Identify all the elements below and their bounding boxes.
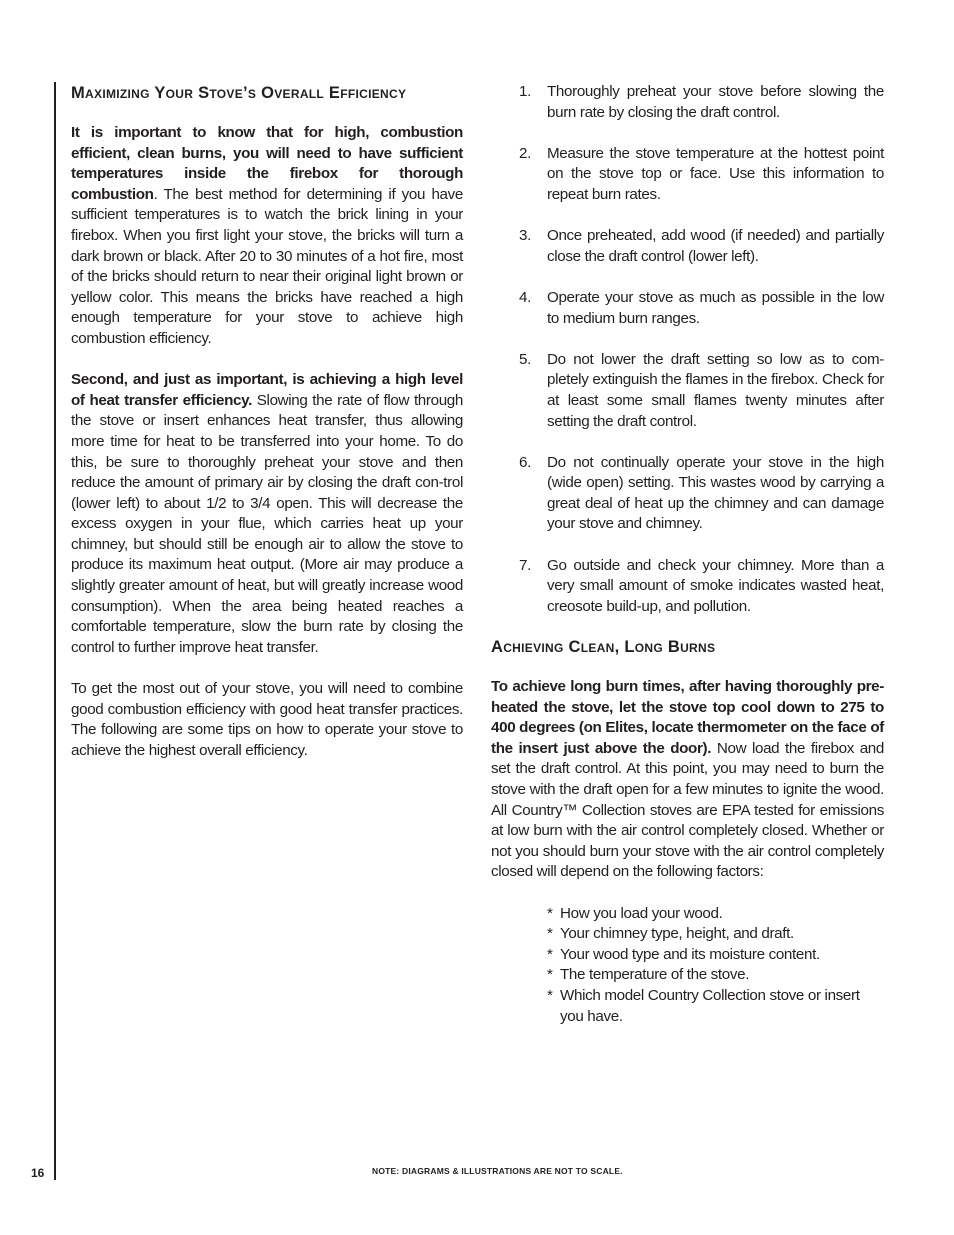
bullet-text: The temperature of the stove. [560, 966, 750, 984]
list-item-text: Measure the stove temperature at the hottest point on the stove top or face. Use this information to repeat burn rates. [547, 144, 884, 203]
paragraph-lead-bold: It is important to know that for high, combustion efficient, clean burns, you will need to have sufficient temperatures inside the firebox for thorough combustion [71, 124, 463, 203]
factors-list [491, 904, 884, 1028]
paragraph-lead-bold: Second, and just as important, is achieving a high level of heat transfer efficiency. [71, 371, 463, 409]
paragraph-lead-bold: To achieve long burn times, after having thoroughly pre-heated the stove, let the stove top cool down to 275 to 400 degrees (on Elites, locate thermometer on the face of the insert just above the door). [491, 678, 884, 757]
bullet-text: Which model Country Collection stove or insert you have. [560, 986, 860, 1025]
list-item-text: Once preheated, add wood (if needed) and partially close the draft control (lower left). [547, 227, 884, 265]
list-item [491, 82, 884, 123]
list-item-text: Do not continually operate your stove in the high (wide open) setting. This wastes wood by carrying a great deal of heat up the chimney and can damage your stove and chimney. [547, 453, 884, 533]
list-item-text: Do not lower the draft setting so low as to com-pletely extinguish the flames in the firebox. Check for at least some small flames twenty minutes after setting the draft control. [547, 350, 884, 430]
list-item [491, 453, 884, 535]
list-item-number: 6. [519, 453, 531, 471]
paragraph-tips-intro: To get the most out of your stove, you will need to combine good combustion efficiency with good heat transfer practices. The following are some tips on how to operate your stove to achieve the highest overall efficiency. [71, 680, 463, 759]
list-item-number: 7. [519, 556, 531, 574]
efficiency-tips-list [491, 82, 884, 617]
list-item-number: 3. [519, 227, 531, 245]
paragraph-body: . The best method for determining if you have sufficient temperatures is to watch the brick lining in your firebox. When you first light your stove, the bricks will turn a dark brown or black. After 20 to 30 minutes of a hot fire, most of the bricks should return to near their original light brown or yellow color. This means the bricks have reached a high enough temperature for your stove to achieve high combustion efficiency. [71, 185, 463, 347]
bullet-item [547, 904, 884, 925]
list-item-text: Go outside and check your chimney. More than a very small amount of smoke indicates wasted heat, creosote build-up, and pollution. [547, 556, 884, 615]
bullet-item [547, 965, 884, 986]
list-item [491, 350, 884, 432]
paragraph-heat-transfer [71, 370, 463, 658]
bullet-marker: * [547, 904, 553, 922]
list-item-number: 2. [519, 144, 531, 162]
paragraph-combustion-efficiency [71, 123, 463, 350]
bullet-item [547, 924, 884, 945]
list-item-text: Thoroughly preheat your stove before slowing the burn rate by closing the draft control. [547, 83, 884, 121]
footer-note: NOTE: DIAGRAMS & ILLUSTRATIONS ARE NOT TO SCALE. [372, 1166, 623, 1176]
section-heading-efficiency: Maximizing Your Stove’s Overall Efficiency [71, 84, 407, 102]
bullet-text: Your wood type and its moisture content. [560, 945, 820, 963]
bullet-item [547, 945, 884, 966]
list-item [491, 288, 884, 329]
bullet-item [547, 986, 884, 1027]
bullet-marker: * [547, 986, 553, 1004]
bullet-text: Your chimney type, height, and draft. [560, 925, 794, 943]
list-item [491, 144, 884, 206]
paragraph-long-burns [491, 677, 884, 883]
list-item-number: 4. [519, 288, 531, 306]
list-item [491, 226, 884, 267]
list-item [491, 556, 884, 618]
paragraph-body: Now load the firebox and set the draft control. At this point, you may need to burn the stove with the draft open for a few minutes to ignite the wood. All Country™ Collection stoves are EPA tested for emissions at low burn with the air control completely closed. Whether or not you should burn your stove with the air control completely closed will depend on the following factors: [491, 739, 884, 881]
list-item-number: 5. [519, 350, 531, 368]
right-column [491, 82, 884, 1027]
section-heading-long-burns: Achieving Clean, Long Burns [491, 638, 716, 657]
paragraph-body: Slowing the rate of flow through the stove or insert enhances heat transfer, thus allowing more time for heat to be transferred into your home. To do this, be sure to thoroughly preheat your stove and then reduce the amount of primary air by closing the draft con-trol (lower left) to about 1/2 to 3/4 open. This will decrease the excess oxygen in your flue, which carries heat up your chimney, but should still be enough air to allow the stove to produce its maximum heat output. (More air may produce a slightly greater amount of heat, but will greatly increase wood consumption). When the area being heated reaches a comfortable temperature, slow the burn rate by closing the control to further improve heat transfer. [71, 391, 463, 656]
bullet-text: How you load your wood. [560, 904, 723, 922]
left-column [71, 84, 463, 761]
bullet-marker: * [547, 945, 553, 963]
page-number: 16 [31, 1166, 45, 1180]
list-item-number: 1. [519, 83, 531, 100]
list-item-text: Operate your stove as much as possible in the low to medium burn ranges. [547, 288, 884, 327]
bullet-marker: * [547, 925, 553, 943]
bullet-marker: * [547, 966, 553, 984]
margin-rule [54, 82, 56, 1180]
